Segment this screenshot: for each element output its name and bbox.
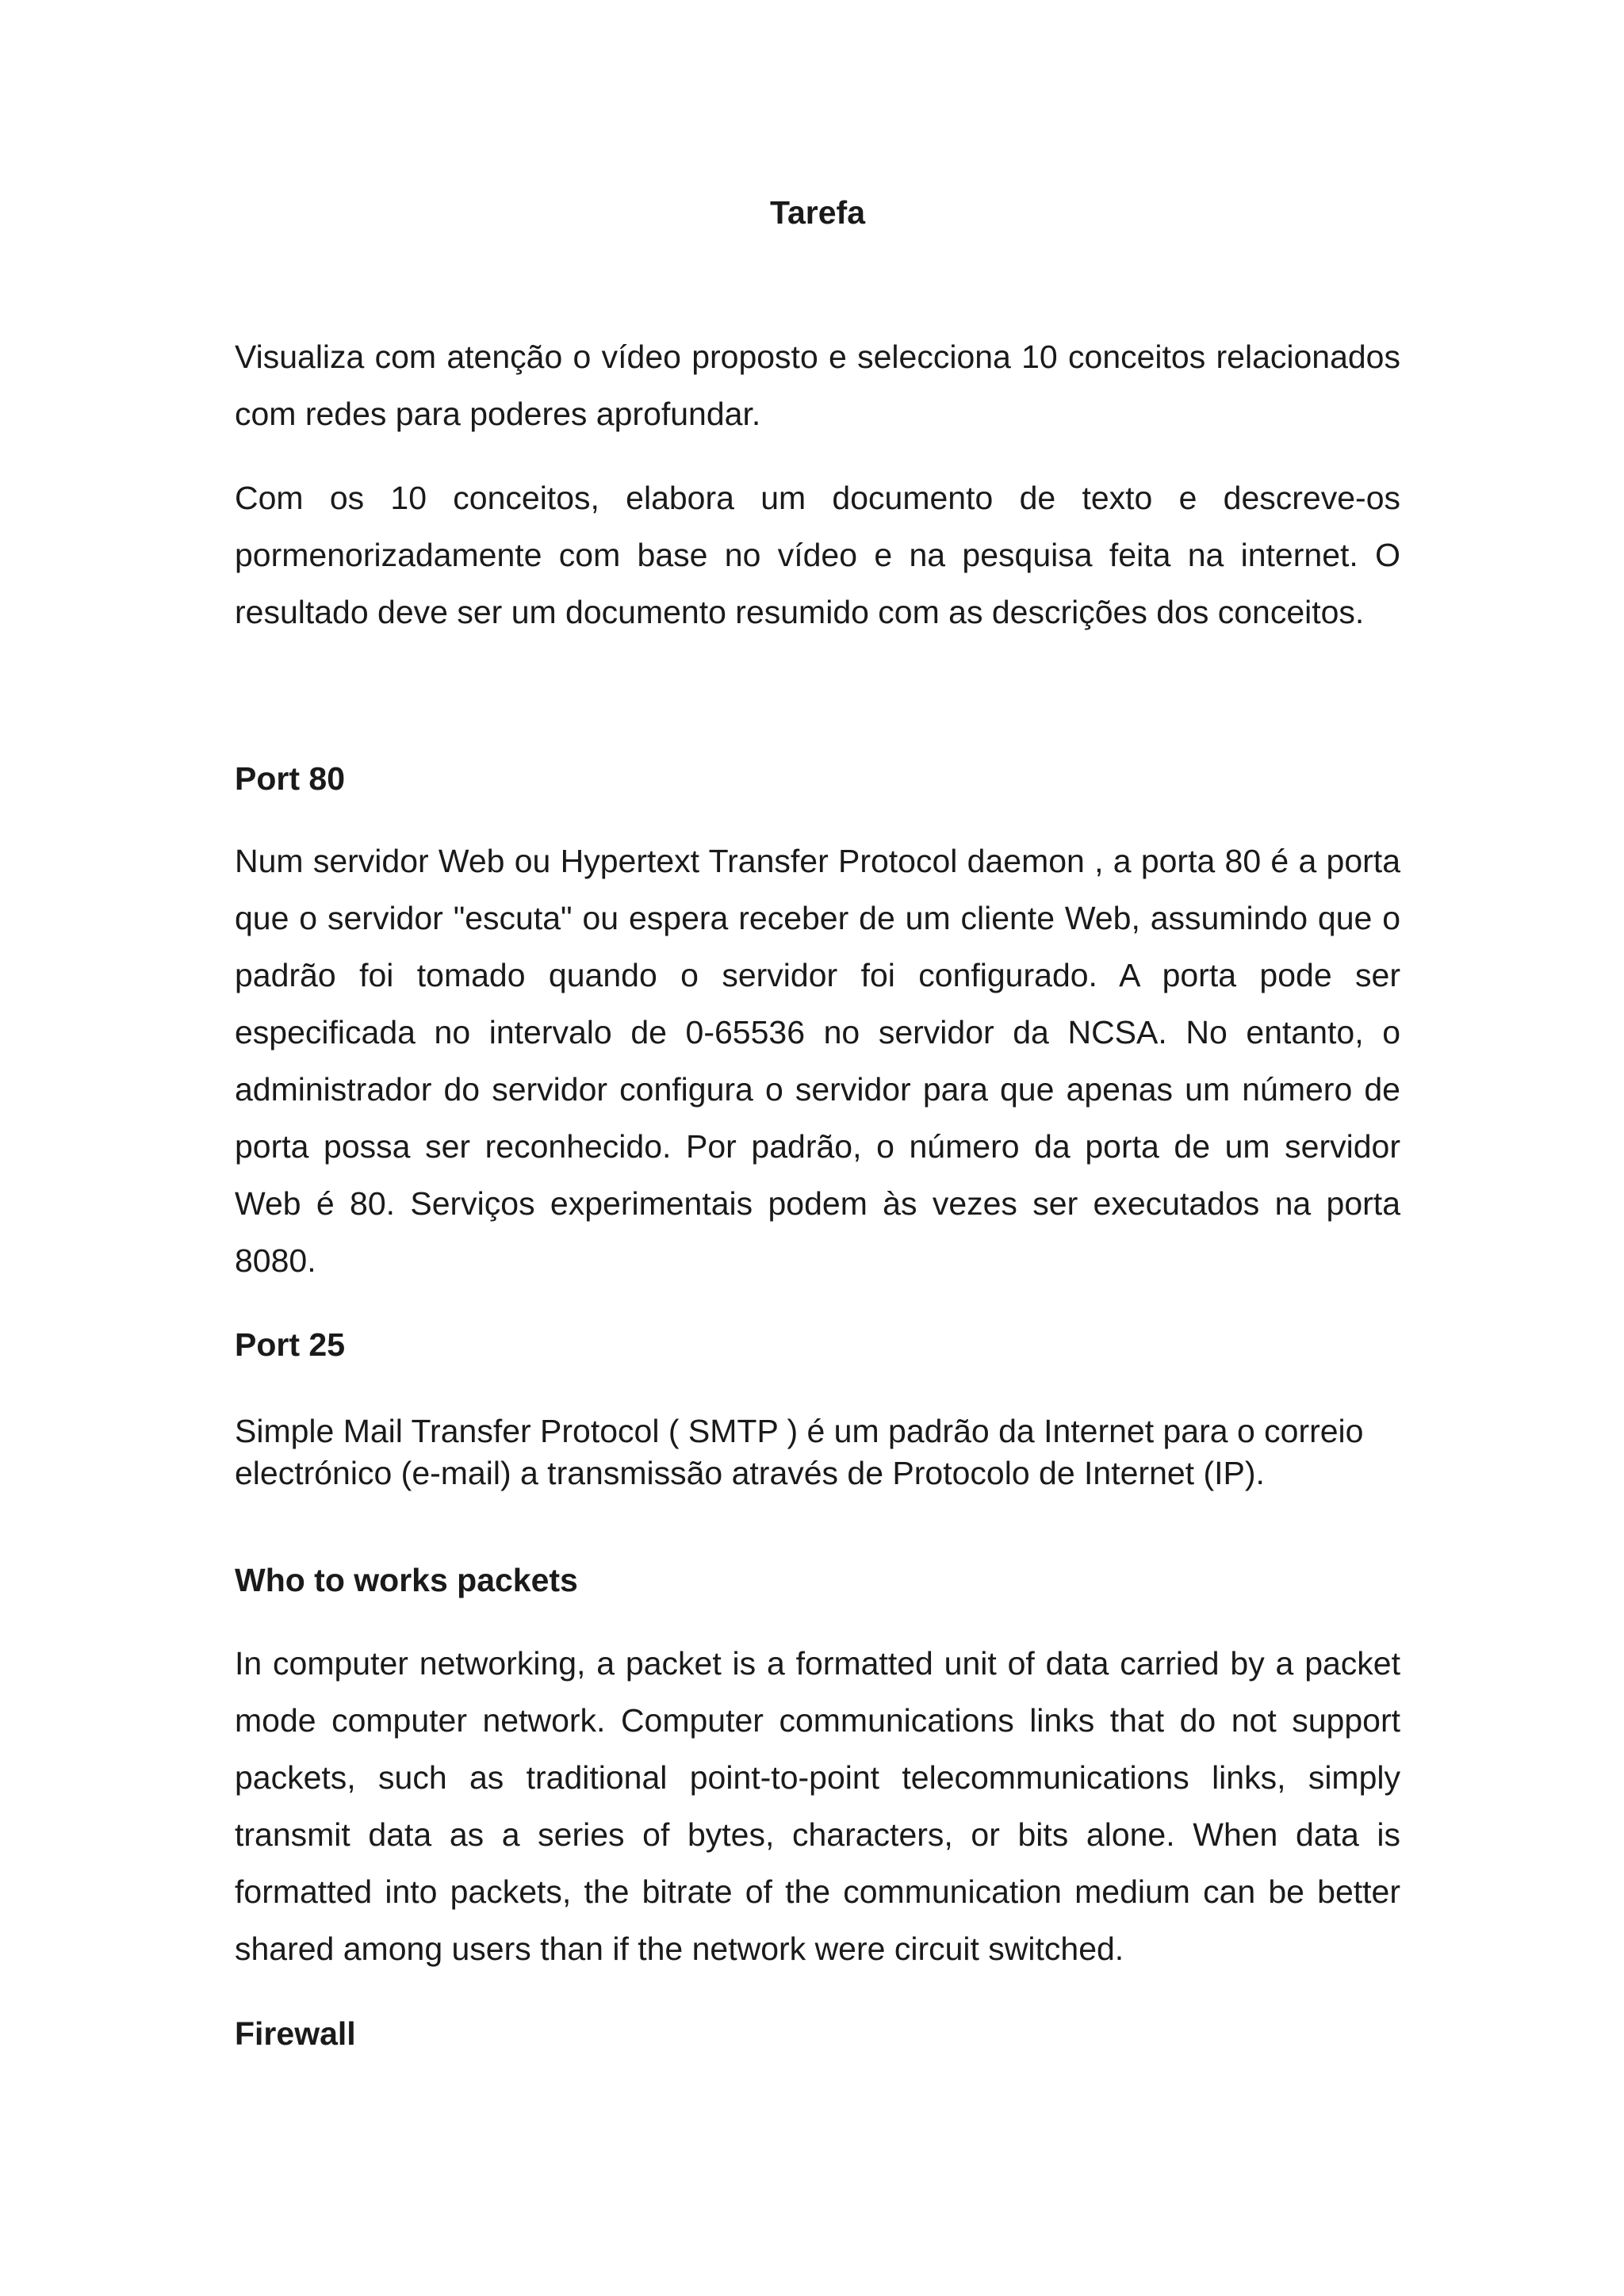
document-title: Tarefa (769, 194, 866, 231)
section-body-port-80: Num servidor Web ou Hypertext Transfer Protocol daemon , a porta 80 é a porta que o servidor "escuta" ou espera receber de um cliente Web, assumindo que o padrão foi tomado quando o servidor foi configurado. A porta pode ser especificada no intervalo de 0-65536 no servidor da NCSA. No entanto, o administrador do servidor configura o servidor para que apenas um número de porta possa ser reconhecido. Por padrão, o número da porta de um servidor Web é 80. Serviços experimentais podem às vezes ser executados na porta 8080. (235, 843, 1400, 1279)
section-body-packets: In computer networking, a packet is a formatted unit of data carried by a packet mode computer network. Computer communications links that do not support packets, such as traditional point-to-point telecommunications links, simply transmit data as a series of bytes, characters, or bits alone. When data is formatted into packets, the bitrate of the communication medium can be better shared among users than if the network were circuit switched. (235, 1645, 1400, 1967)
section-heading-port-25: Port 25 (235, 1326, 345, 1363)
section-body-port-25: Simple Mail Transfer Protocol ( SMTP ) é um padrão da Internet para o correio electrónico (e-mail) a transmissão através de Protocolo de Internet (IP). (235, 1413, 1364, 1491)
section-heading-packets: Who to works packets (235, 1562, 578, 1598)
section-heading-port-80: Port 80 (235, 760, 345, 797)
intro-paragraph-1: Visualiza com atenção o vídeo proposto e selecciona 10 conceitos relacionados com redes para poderes aprofundar. (235, 339, 1400, 432)
intro-paragraph-2: Com os 10 conceitos, elabora um documento de texto e descreve-os pormenorizadamente com base no vídeo e na pesquisa feita na internet. O resultado deve ser um documento resumido com as descrições dos conceitos. (235, 480, 1400, 630)
section-heading-firewall: Firewall (235, 2015, 356, 2052)
